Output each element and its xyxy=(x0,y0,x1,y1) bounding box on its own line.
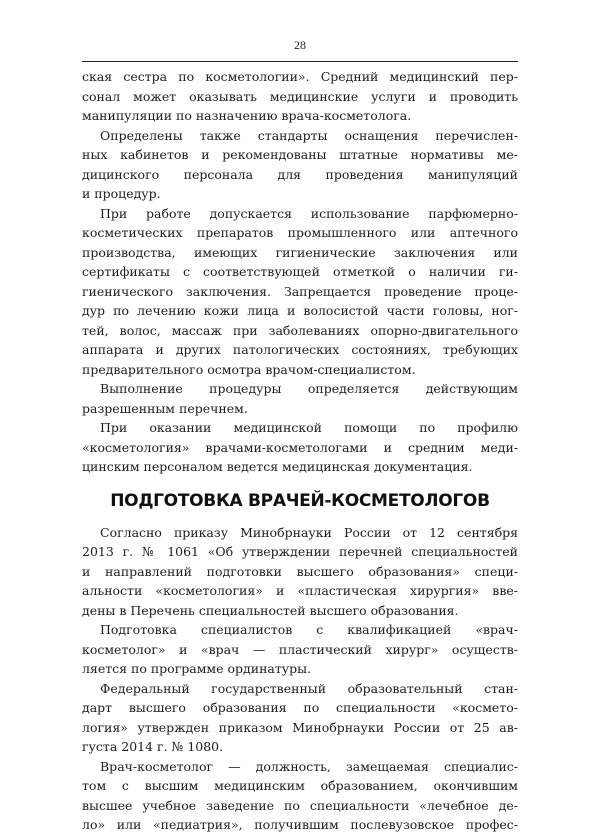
text-line: дур по лечению кожи лица и волосистой части головы, ног- xyxy=(82,303,518,318)
page-content xyxy=(82,67,518,835)
text-line: и процедур. xyxy=(82,186,161,201)
text-line: том с высшим медицинским образованием, окончившим xyxy=(82,778,518,793)
paragraph xyxy=(82,67,518,126)
text-line: При оказании медицинской помощи по профилю xyxy=(100,420,518,435)
text-line: косметолог» и «врач — пластический хирург» осуществ- xyxy=(82,641,518,657)
text-line: Подготовка специалистов с квалификацией «врач- xyxy=(100,622,518,637)
text-line: косметических препаратов промышленного или аптечного xyxy=(82,225,518,240)
paragraph xyxy=(82,679,518,757)
text-line: ных кабинетов и рекомендованы штатные нормативы ме- xyxy=(82,147,518,162)
text-line: альности «косметология» и «пластическая хирургия» вве- xyxy=(82,583,518,598)
text-line: дицинского персонала для проведения манипуляций xyxy=(82,166,518,182)
text-line: дены в Перечень специальностей высшего образования. xyxy=(82,602,459,618)
text-line: дарт высшего образования по специальности «космето- xyxy=(82,700,518,715)
text-line: предварительного осмотра врачом-специалистом. xyxy=(82,361,416,377)
paragraph xyxy=(82,379,518,418)
text-line: сонал может оказывать медицинские услуги и проводить xyxy=(82,88,518,104)
page-number: 28 xyxy=(294,38,306,52)
text-line: 2013 г. № 1061 «Об утверждении перечней специальностей xyxy=(82,544,518,559)
paragraph xyxy=(82,757,518,835)
text-line: ло» или «педиатрия», получившим послевузовское профес- xyxy=(82,817,518,832)
text-line: высшее учебное заведение по специальности «лечебное де- xyxy=(82,797,518,813)
text-line: аппарата и других патологических состояниях, требующих xyxy=(82,342,518,357)
paragraph xyxy=(82,418,518,477)
paragraph xyxy=(82,126,518,204)
paragraph xyxy=(82,204,518,380)
section-training xyxy=(82,523,518,835)
text-line: ляется по программе ординатуры. xyxy=(82,661,312,676)
text-line: и направлений подготовки высшего образования» специ- xyxy=(82,563,518,579)
text-line: логия» утвержден приказом Минобрнауки России от 25 ав- xyxy=(82,719,518,735)
text-line: манипуляции по назначению врача-косметолога. xyxy=(82,108,412,123)
text-line: «косметология» врачами-косметологами и средним меди- xyxy=(82,439,518,455)
text-line: тей, волос, массаж при заболеваниях опорно-двигательного xyxy=(82,322,518,338)
paragraph xyxy=(82,620,518,679)
text-line: Врач-косметолог — должность, замещаемая специалис- xyxy=(100,758,518,774)
text-line: Федеральный государственный образовательный стан- xyxy=(100,680,518,696)
text-line: густа 2014 г. № 1080. xyxy=(82,739,224,754)
text-line: При работе допускается использование парфюмерно- xyxy=(100,205,518,221)
text-line: производства, имеющих гигиенические заключения или xyxy=(82,244,518,260)
text-line: Согласно приказу Минобрнауки России от 12 сентября xyxy=(100,524,518,540)
text-line: цинским персоналом ведется медицинская документация. xyxy=(82,459,473,474)
text-line: разрешенным перечнем. xyxy=(82,400,248,416)
section-heading: ПОДГОТОВКА ВРАЧЕЙ-КОСМЕТОЛОГОВ xyxy=(110,490,490,511)
text-line: гиенического заключения. Запрещается проведение проце- xyxy=(82,283,518,299)
header-rule xyxy=(82,61,518,62)
paragraph xyxy=(82,523,518,621)
text-line: ская сестра по косметологии». Средний медицинский пер- xyxy=(82,69,518,84)
text-line: Выполнение процедуры определяется действующим xyxy=(100,381,518,396)
section-intro xyxy=(82,67,518,477)
text-line: Определены также стандарты оснащения перечислен- xyxy=(100,127,518,143)
text-line: сертификаты с соответствующей отметкой о наличии ги- xyxy=(82,264,518,279)
